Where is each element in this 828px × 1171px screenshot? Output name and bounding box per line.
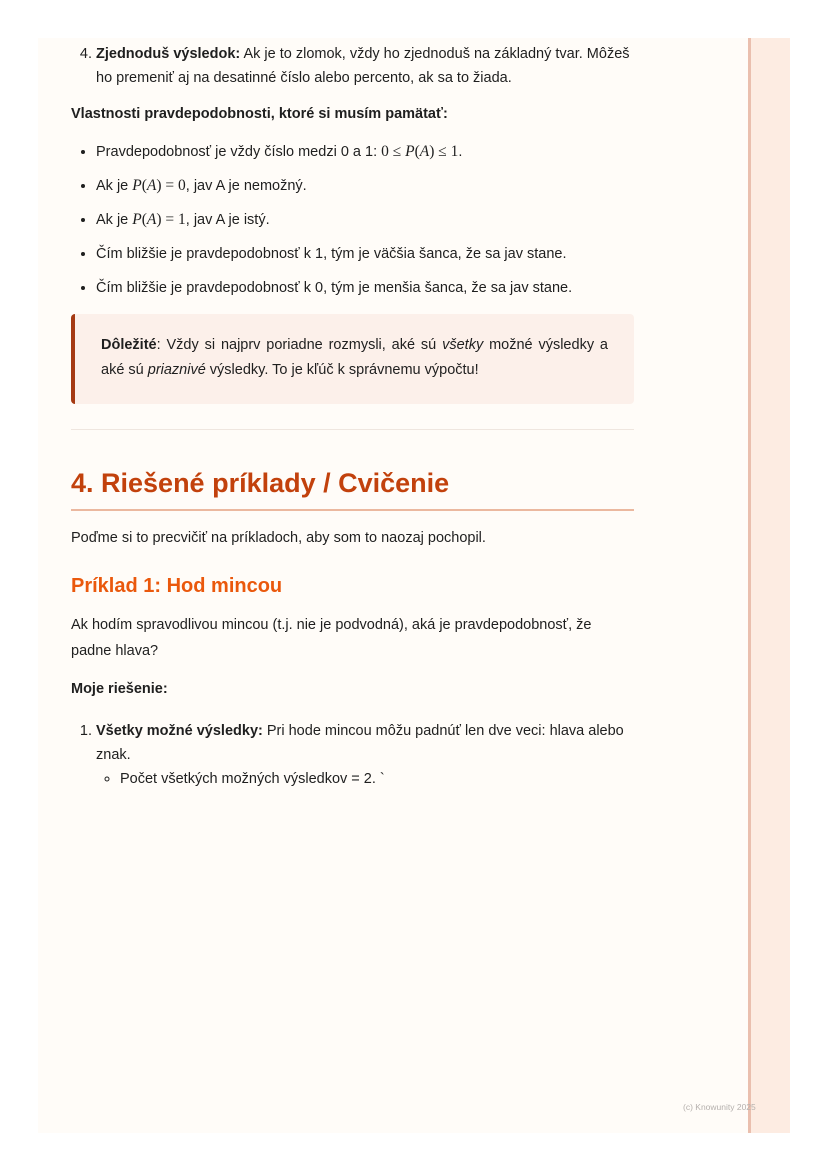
solution-title: Moje riešenie: [71,681,168,697]
property-item [96,242,634,266]
copyright-footer: (c) Knowunity 2025 [683,1102,756,1112]
section-intro: Poďme si to precvičiť na príkladoch, aby som to naozaj pochopil. [71,530,486,546]
property-item [96,276,634,300]
math-expression: P(A) = 0 [132,177,186,194]
property-item [96,140,634,164]
solution-substep: ◦ Počet všetkých možných výsledkov = 2. ` [120,767,634,791]
side-accent-strip [748,38,790,1133]
property-item [96,208,634,232]
property-text-end: . [458,144,463,160]
section-divider [71,429,634,430]
solution-substeps [96,767,634,791]
property-text: Ak je [96,178,133,194]
step-label: Zjednoduš výsledok: [96,46,241,62]
property-text-end: , jav A je nemožný. [185,178,307,194]
callout-text: možné výsledky a aké sú [101,337,608,378]
callout-text: výsledky. To je kľúč k správnemu výpočtu! [205,362,479,378]
solution-step-label: Všetky možné výsledky: [96,723,263,739]
solution-steps [71,719,634,791]
solution-step-text: Pri hode mincou môžu padnúť len dve veci: hlava alebo znak. [96,723,624,763]
math-expression: 0 ≤ P(A) ≤ 1 [381,143,459,160]
section-title: 4. Riešené príklady / Cvičenie [71,466,634,511]
important-callout [71,314,634,404]
step-text: Ak je to zlomok, vždy ho zjednoduš na základný tvar. Môžeš ho premeniť aj na desatinné číslo alebo percento, ak sa to žiada. [96,46,630,86]
property-item [96,174,634,198]
property-text: Pravdepodobnosť je vždy číslo medzi 0 a 1: [96,144,382,160]
document-content [71,38,634,791]
solution-step [96,719,634,791]
property-text: Čím bližšie je pravdepodobnosť k 1, tým je väčšia šanca, že sa jav stane. [96,246,567,262]
properties-list [71,140,634,300]
callout-text: : Vždy si najprv poriadne rozmysli, aké sú [156,337,443,353]
example-question: Ak hodím spravodlivou mincou (t.j. nie je podvodná), aká je pravdepodobnosť, že padne hlava? [71,617,592,659]
property-text: Čím bližšie je pravdepodobnosť k 0, tým je menšia šanca, že sa jav stane. [96,280,573,296]
callout-emphasis: všetky [442,337,484,353]
properties-title: Vlastnosti pravdepodobnosti, ktoré si musím pamätať: [71,106,448,122]
example-title: Príklad 1: Hod mincou [71,575,283,597]
callout-emphasis: priaznivé [147,362,206,378]
step-item [96,42,634,90]
math-expression: P(A) = 1 [132,211,186,228]
steps-list [71,38,634,90]
property-text-end: , jav A je istý. [185,212,270,228]
property-text: Ak je [96,212,133,228]
callout-label: Dôležité [101,337,157,353]
